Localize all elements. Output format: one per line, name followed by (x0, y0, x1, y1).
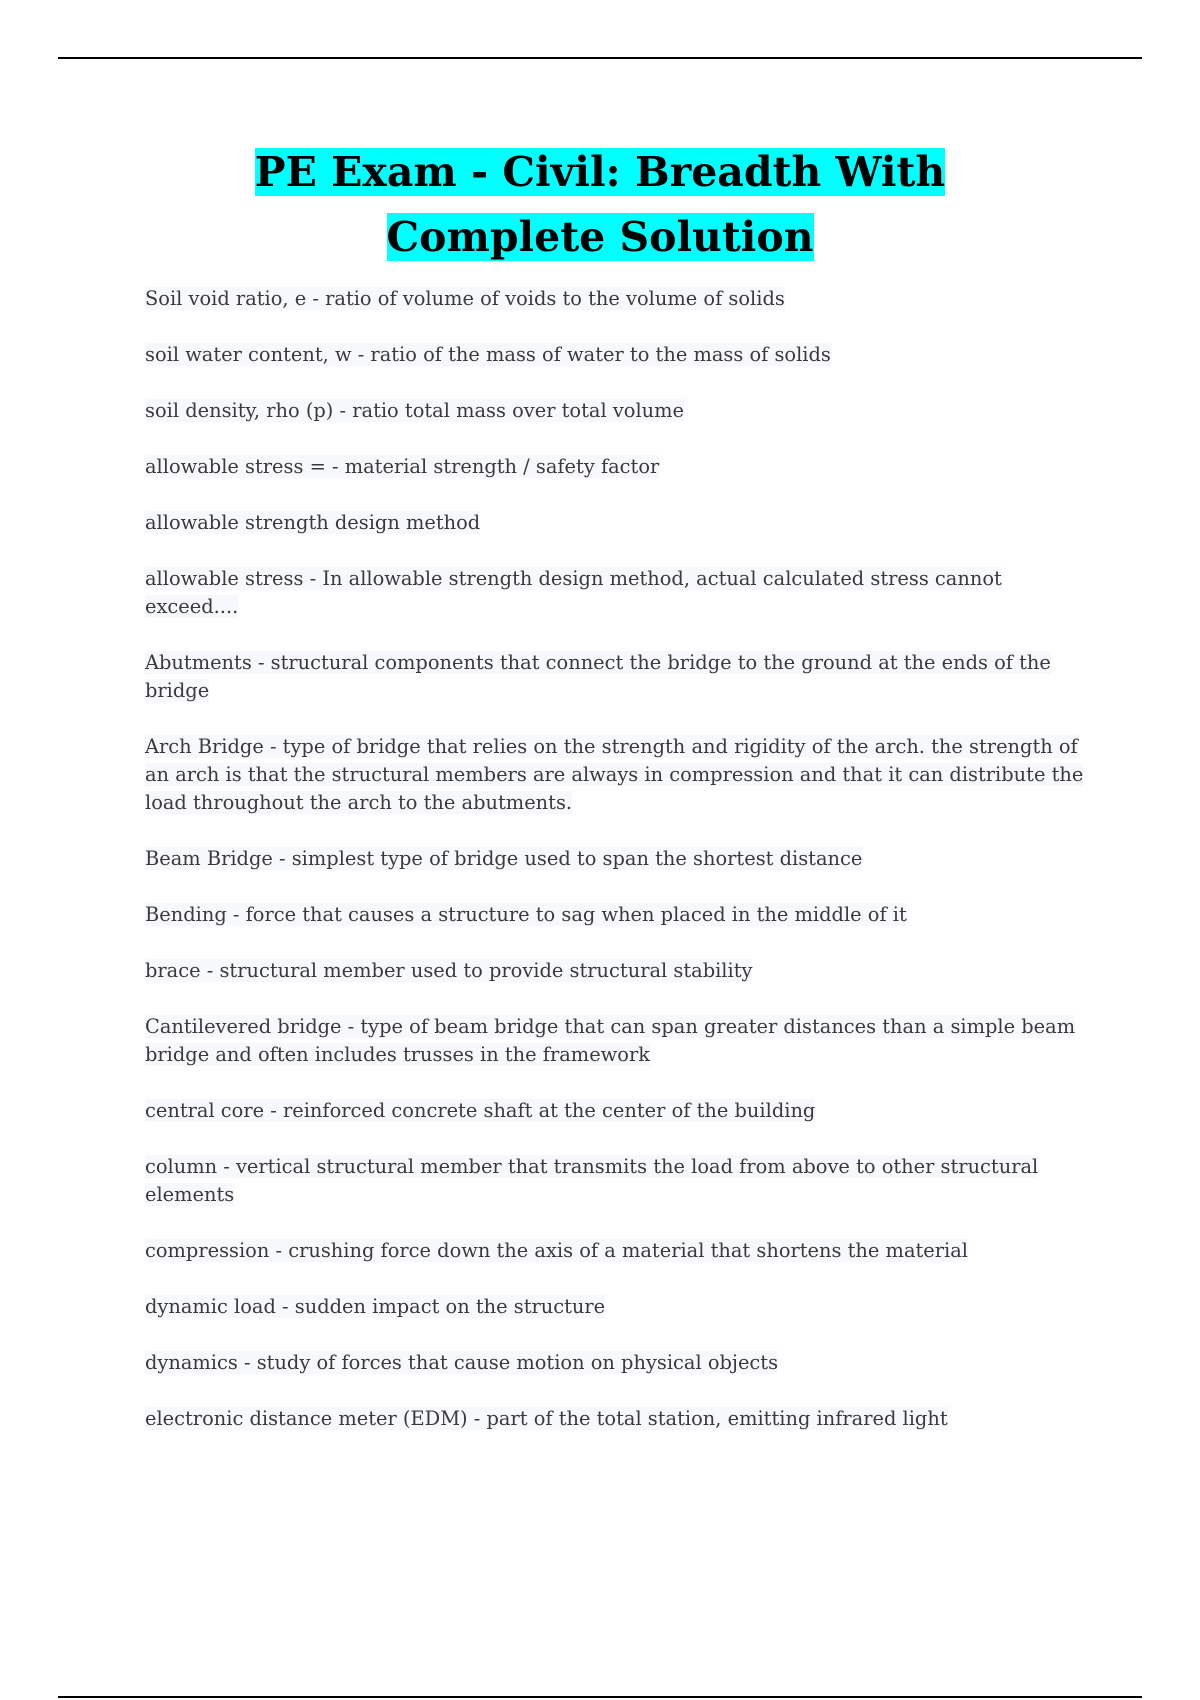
definition-entry (145, 397, 1090, 425)
definition-entry (145, 341, 1090, 369)
definition-entry (145, 285, 1090, 313)
definition-text: soil water content, w - ratio of the mass of water to the mass of solids (145, 343, 831, 366)
definition-entry (145, 845, 1090, 873)
definition-text: electronic distance meter (EDM) - part of the total station, emitting infrared light (145, 1407, 948, 1430)
definition-text: allowable stress = - material strength / safety factor (145, 455, 660, 478)
definition-text: allowable strength design method (145, 511, 481, 534)
document-title-heading (150, 144, 1050, 274)
definition-list (145, 285, 1090, 1461)
definition-text: Arch Bridge - type of bridge that relies on the strength and rigidity of the arch. the strength of an arch is that the structural members are always in compression and that it can distribute the load throughout the arch to the abutments. (145, 735, 1084, 814)
definition-entry (145, 1013, 1090, 1069)
title-block (0, 144, 1200, 274)
definition-entry (145, 957, 1090, 985)
definition-text: compression - crushing force down the axis of a material that shortens the material (145, 1239, 969, 1262)
definition-text: brace - structural member used to provide structural stability (145, 959, 753, 982)
definition-entry (145, 1293, 1090, 1321)
definition-text: Beam Bridge - simplest type of bridge used to span the shortest distance (145, 847, 863, 870)
definition-text: dynamics - study of forces that cause motion on physical objects (145, 1351, 779, 1374)
definition-text: allowable stress - In allowable strength design method, actual calculated stress cannot exceed.... (145, 567, 1002, 618)
definition-text: central core - reinforced concrete shaft at the center of the building (145, 1099, 816, 1122)
definition-entry (145, 1153, 1090, 1209)
definition-entry (145, 1405, 1090, 1433)
definition-entry (145, 565, 1090, 621)
definition-entry (145, 453, 1090, 481)
definition-text: Cantilevered bridge - type of beam bridge that can span greater distances than a simple beam bridge and often includes trusses in the framework (145, 1015, 1076, 1066)
definition-text: Abutments - structural components that connect the bridge to the ground at the ends of the bridge (145, 651, 1051, 702)
definition-text: Bending - force that causes a structure to sag when placed in the middle of it (145, 903, 907, 926)
definition-entry (145, 901, 1090, 929)
definition-entry (145, 649, 1090, 705)
document-title: PE Exam - Civil: Breadth With Complete Solution (254, 148, 946, 261)
definition-text: soil density, rho (p) - ratio total mass over total volume (145, 399, 684, 422)
footer-rule (58, 1696, 1142, 1698)
definition-text: dynamic load - sudden impact on the structure (145, 1295, 606, 1318)
definition-text: column - vertical structural member that transmits the load from above to other structural elements (145, 1155, 1039, 1206)
definition-entry (145, 733, 1090, 817)
definition-entry (145, 1237, 1090, 1265)
definition-entry (145, 1097, 1090, 1125)
definition-entry (145, 1349, 1090, 1377)
definition-entry (145, 509, 1090, 537)
header-rule (58, 57, 1142, 59)
definition-text: Soil void ratio, e - ratio of volume of voids to the volume of solids (145, 287, 785, 310)
